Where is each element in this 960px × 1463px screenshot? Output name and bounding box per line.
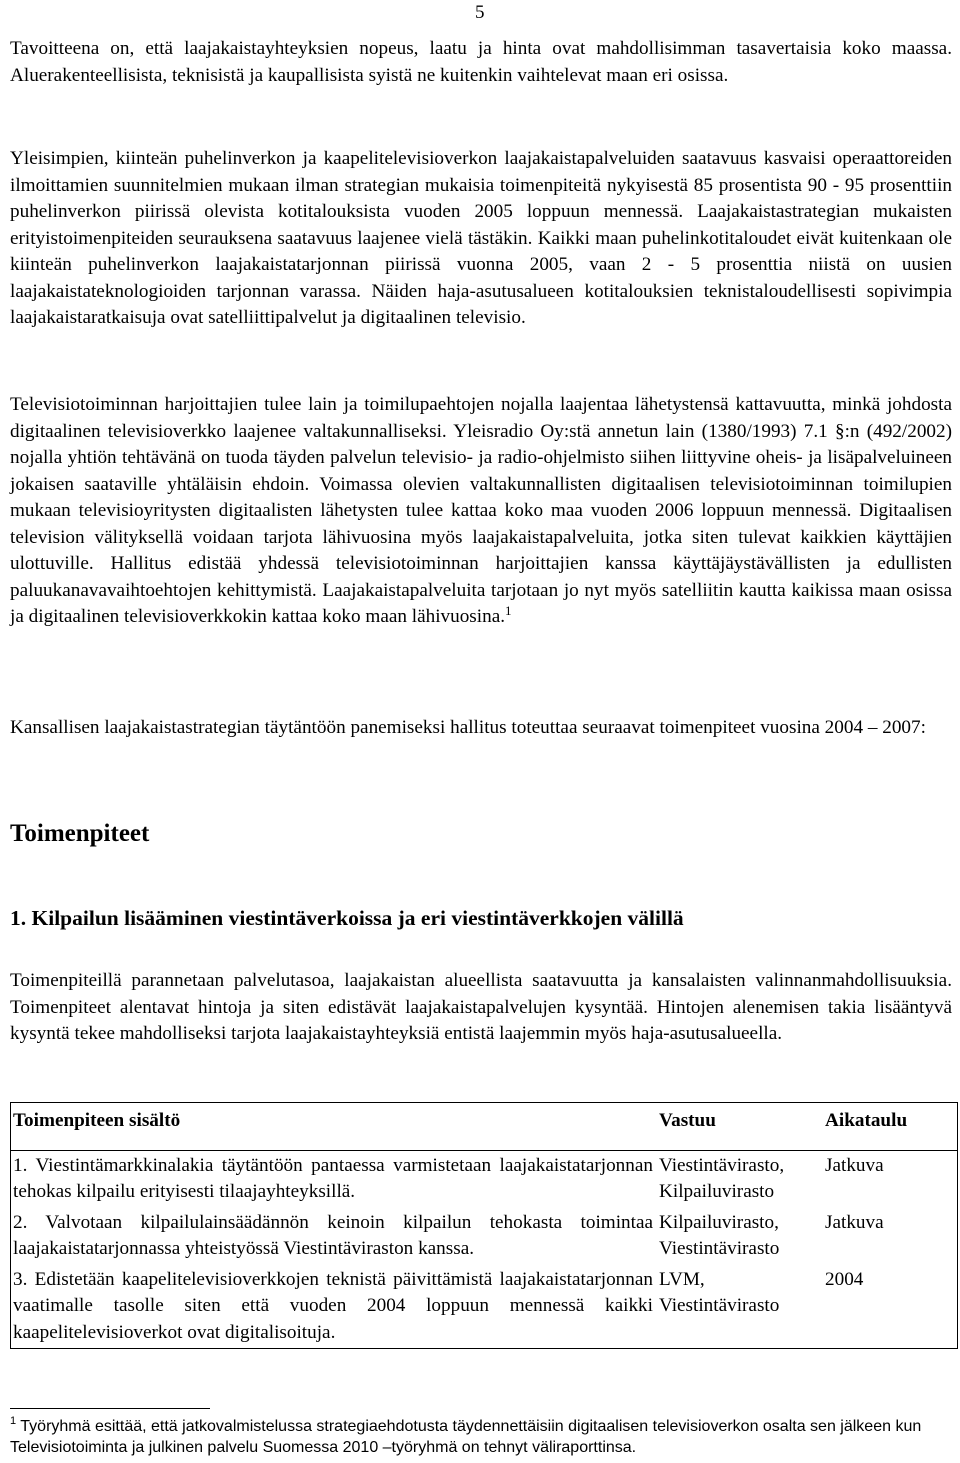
cell-content: 3. Edistetään kaapelitelevisioverkkojen teknistä päivittämistä laajakaistatarjonnan vaatimalle tasolle siten että vuoden 2004 loppuun mennessä kaikki kaapelitelevisioverkot ovat digitalisoituja. — [13, 1268, 653, 1343]
cell-content: 1. Viestintämarkkinalakia täytäntöön pantaessa varmistetaan laajakaistatarjonnan tehokas kilpailu erityisesti tilaajayhteyksillä. — [13, 1154, 653, 1202]
page-number: 5 — [475, 2, 485, 23]
paragraph-availability: Yleisimpien, kiinteän puhelinverkon ja kaapelitelevisioverkon laajakaistapalveluiden saatavuus kasvaisi operaattoreiden ilmoittamien suunnitelmien mukaan ilman strategian mukaisia toimenpiteitä nykyisestä 85 prosentista 90 - 95 prosenttiin puhelinverkon piirissä olevista kotitalouksista vuoden 2005 loppuun mennessä. Laajakaistastrategian mukaisten erityistoimenpiteiden seurauksena saatavuus laajenee vielä tästäkin. Kaikki maan puhelinkotitaloudet eivät kuitenkaan ole kiinteän puhelinverkon laajakaistatarjonnan piirissä vuonna 2005, vaan 2 - 5 prosenttia niistä on uusien laajakaistateknologioiden tarjonnan varassa. Näiden haja-asutusalueen kotitalouksien teknistaloudellisesti sopivimpia laajakaistaratkaisuja ovat satelliittipalvelut ja digitaalinen televisio. — [10, 148, 952, 328]
footnote-divider — [10, 1408, 210, 1409]
footnote-marker: 1 — [10, 1415, 17, 1427]
table-row — [11, 1208, 958, 1265]
cell-responsibility: Viestintävirasto, Kilpailuvirasto — [659, 1154, 785, 1202]
header-schedule: Aikataulu — [823, 1103, 958, 1151]
header-content: Toimenpiteen sisältö — [11, 1103, 658, 1151]
table-row — [11, 1265, 958, 1349]
paragraph-television — [10, 392, 952, 631]
subsection-heading: 1. Kilpailun lisääminen viestintäverkoissa ja eri viestintäverkkojen välillä — [10, 906, 684, 930]
table-row — [11, 1150, 958, 1208]
header-responsibility: Vastuu — [657, 1103, 823, 1151]
footnote — [10, 1416, 952, 1458]
paragraph-television-text: Televisiotoiminnan harjoittajien tulee lain ja toimilupaehtojen nojalla laajentaa lähetystensä kattavuutta, minkä johdosta digitaalinen televisioverkko laajenee valtakunnalliseksi. Yleisradio Oy:stä annetun lain (1380/1993) 7.1 §:n (492/2002) nojalla yhtiön tehtävänä on tuoda täyden palvelun televisio- ja radio-ohjelmisto siihen liittyvine oheis- ja lisäpalveluineen jokaisen saataville yhtäläisin ehdoin. Voimassa olevien valtakunnallisten digitaalisen televisiotoiminnan toimilupien mukaan televisioyritysten digitaalisten lähetysten tulee kattaa koko maa vuoden 2006 loppuun mennessä. Digitaalisen television välityksellä voidaan tarjota lähivuosina myös laajakaistapalveluita, jotka siten tulevat kaikkien käyttäjien ulottuville. Hallitus edistää yhdessä televisiotoiminnan harjoittajien kanssa käyttäjäystävällisten ja edullisten paluukanavavaihtoehtojen kehittymistä. Laajakaistapalveluita tarjotaan jo nyt myös satelliitin kautta kaikissa maan osissa ja digitaalinen televisioverkkokin kattaa koko maan lähivuosina. — [10, 394, 952, 627]
paragraph-measures: Toimenpiteillä parannetaan palvelutasoa, laajakaistan alueellista saatavuutta ja kansalaisten valinnanmahdollisuuksia. Toimenpiteet alentavat hintoja ja siten edistävät laajakaistapalvelujen kysyntää. Hintojen alenemisen takia lisääntyvä kysyntä tekee mahdolliseksi tarjota laajakaistayhteyksiä entistä laajemmin myös haja-asutusalueella. — [10, 970, 952, 1044]
cell-schedule: 2004 — [825, 1268, 864, 1290]
cell-content: 2. Valvotaan kilpailulainsäädännön keinoin kilpailun tehokasta toimintaa laajakaistatarjonnassa yhteistyössä Viestintäviraston kanssa. — [13, 1211, 653, 1259]
section-heading: Toimenpiteet — [10, 820, 150, 847]
footnote-text: Työryhmä esittää, että jatkovalmistelussa strategiaehdotusta täydennettäisiin digitaalisen televisioverkon osalta sen jälkeen kun Televisiotoiminta ja julkinen palvelu Suomessa 2010 –työryhmä on tehnyt väliraporttinsa. — [10, 1418, 922, 1456]
paragraph-goal: Tavoitteena on, että laajakaistayhteyksien nopeus, laatu ja hinta ovat mahdollisimman tasavertaisia koko maassa. Aluerakenteellisista, teknisistä ja kaupallisista syistä ne kuitenkin vaihtelevat maan eri osissa. — [10, 38, 952, 86]
paragraph-implementation: Kansallisen laajakaistastrategian täytäntöön panemiseksi hallitus toteuttaa seuraavat toimenpiteet vuosina 2004 – 2007: — [10, 717, 926, 738]
cell-responsibility: LVM, Viestintävirasto — [659, 1268, 780, 1316]
measures-table — [10, 1102, 958, 1349]
table-header-row — [11, 1103, 958, 1151]
cell-responsibility: Kilpailuvirasto, Viestintävirasto — [659, 1211, 780, 1259]
footnote-reference[interactable]: 1 — [505, 603, 512, 618]
cell-schedule: Jatkuva — [825, 1211, 884, 1233]
cell-schedule: Jatkuva — [825, 1154, 884, 1176]
